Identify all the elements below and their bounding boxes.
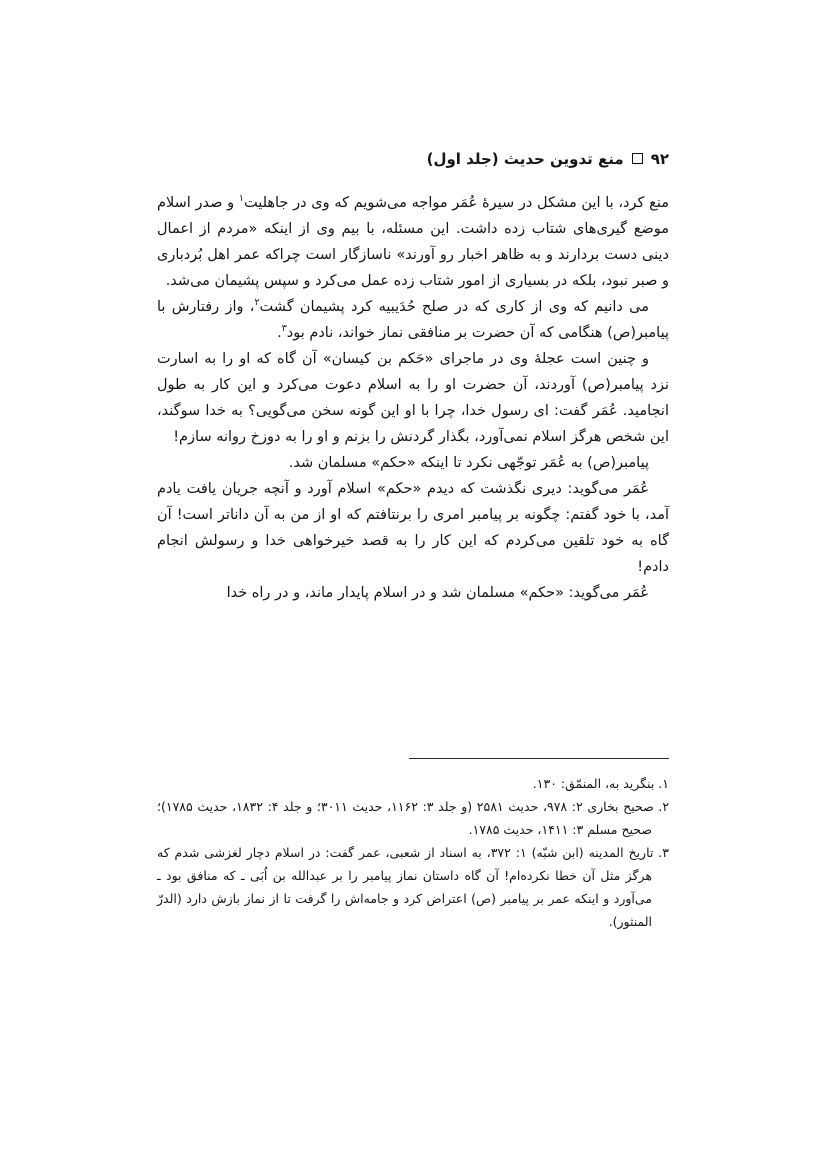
paragraph-text: و صدر اسلام موضع گیری‌های شتاب زده داشت. این مسئله، با بیم وی از اینکه «مردم از اعمال دینی دست بردارند و به ظاهر اخبار رو آورند» ناسازگار است چراکه عمر اهل بُردباری و صبر نبود، بلکه در بسیاری از امور شتاب زده عمل می‌کرد و سپس پشیمان می‌شد. [157,195,669,289]
body-text [157,190,669,606]
footnote-separator-rule [409,758,669,759]
page-content [157,150,669,606]
paragraph-text: . [277,325,282,341]
paragraph-text: پیامبر(ص) به عُمَر توجّهی نکرد تا اینکه «حکم» مسلمان شد. [288,455,649,471]
paragraph-3 [157,346,669,450]
footnote-1 [157,772,669,795]
footnote-text: بنگرید به، المنمّق: ۱۳۰. [532,776,655,791]
paragraph-5 [157,476,669,580]
footnote-2 [157,795,669,841]
footnote-ref-1: ۱ [238,193,244,205]
footnote-text: صحیح بخاری ۲: ۹۷۸، حدیث ۲۵۸۱ (و جلد ۳: ۱۱۶۲، حدیث ۳۰۱۱؛ و جلد ۴: ۱۸۳۲، حدیث ۱۷۸۵)؛ صحیح مسلم ۳: ۱۴۱۱، حدیث ۱۷۸۵. [157,799,654,837]
paragraph-6 [157,580,669,606]
paragraph-text: عُمَر می‌گوید: دیری نگذشت که دیدم «حکم» اسلام آورد و آنچه جریان یافت یادم آمد، با خود گفتم: چگونه بر پیامبر امری را برنتافتم که او از من به آن داناتر است! آن گاه به خود تلقین می‌کردم که این کار را به قصد خیرخواهی خدا و رسولش انجام دادم! [157,481,669,575]
footnote-ref-2: ۲ [254,297,260,309]
footnote-ref-3: ۳ [281,323,287,335]
footnote-number: ۲. [658,799,670,814]
paragraph-4 [157,450,669,476]
footnote-number: ۱. [658,776,669,791]
footnote-text: تاریخ المدینه (ابن شبّه) ۱: ۳۷۲، به اسناد از شعبی، عمر گفت: در اسلام دچار لغزشی شدم که هرگز مثل آن خطا نکرده‌ام! آن گاه داستان نماز پیامبر را بر عبدالله بن اُبَی ـ که منافق بود ـ می‌آورد و اینکه عمر بر پیامبر (ص) اعتراض کرد و جامه‌اش را گرفت تا از نماز بازش دارد (الدرّ المنثور). [157,845,654,929]
paragraph-text: منع کرد، با این مشکل در سیرهٔ عُمَر مواجه می‌شویم که وی در جاهلیت [243,195,669,211]
running-header [157,150,669,168]
paragraph-text: ، واز رفتارش با پیامبر(ص) هنگامی که آن حضرت بر منافقی نماز خواند، نادم بود [157,299,669,341]
book-title: منع تدوین حدیث (جلد اول) [426,150,624,168]
paragraph-2 [157,294,669,346]
footnote-number: ۳. [658,845,669,860]
paragraph-1 [157,190,669,294]
page-number: ۹۲ [650,150,669,168]
paragraph-text: می دانیم که وی از کاری که در صلح حُدَیبیه کرد پشیمان گشت [259,299,649,315]
header-square-icon [632,153,643,164]
footnote-section [157,758,669,933]
footnote-3 [157,841,669,933]
paragraph-text: عُمَر می‌گوید: «حکم» مسلمان شد و در اسلام پایدار ماند، و در راه خدا [226,585,649,601]
paragraph-text: و چنین است عجلهٔ وی در ماجرای «حَکم بن کیسان» آن گاه که او را به اسارت نزد پیامبر(ص) آوردند، آن حضرت او را به اسلام دعوت می‌کرد و این کار به طول انجامید. عُمَر گفت: ای رسول خدا، چرا با او این گونه سخن می‌گویی؟ به خدا سوگند، این شخص هرگز اسلام نمی‌آورد، بگذار گردنش را بزنم و او را به دوزخ روانه سازم! [157,351,669,445]
